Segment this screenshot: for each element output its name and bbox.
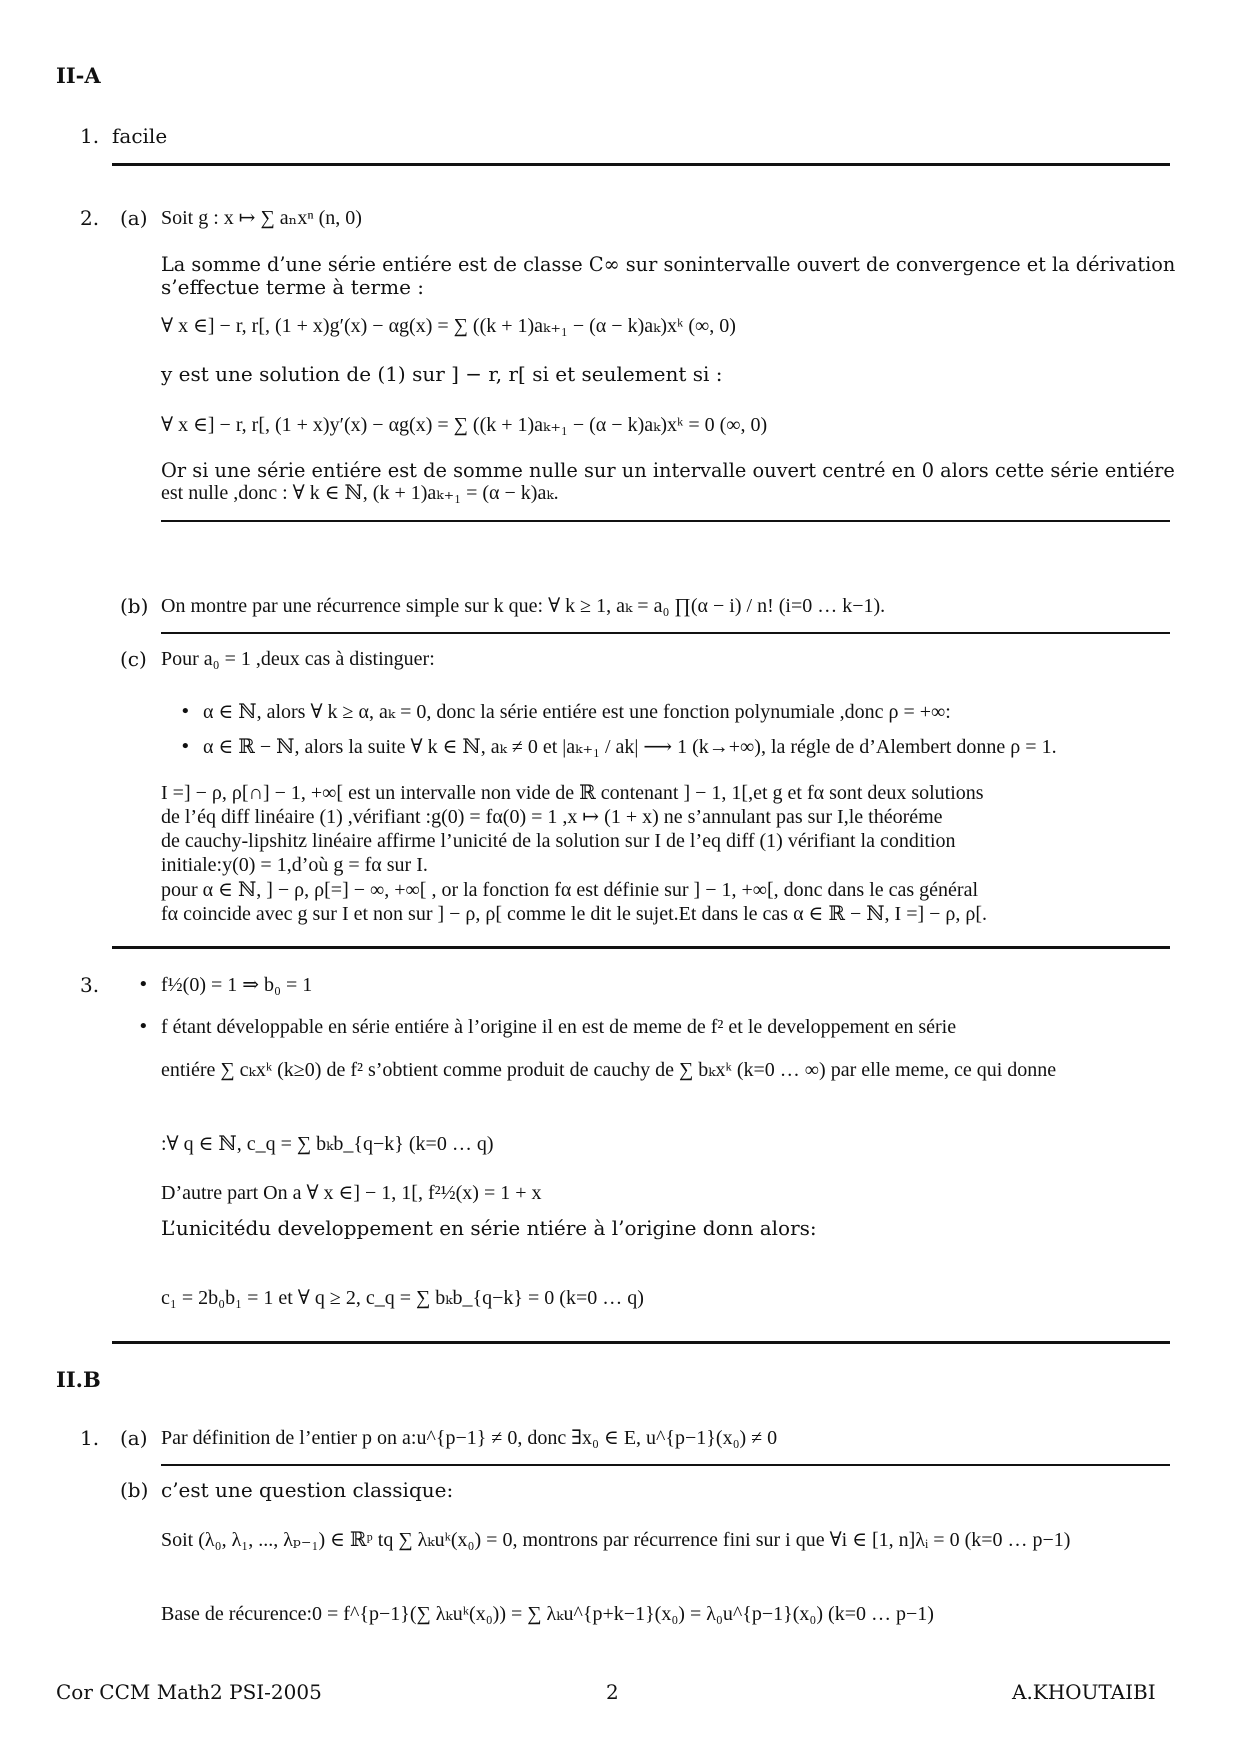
paragraph-line: c’est une question classique: [161, 1478, 454, 1502]
footer-right: A.KHOUTAIBI [1012, 1680, 1156, 1704]
divider [112, 163, 1170, 166]
formula-line: Soit g : x ↦ ∑ aₙxⁿ (n, 0) [161, 207, 362, 229]
paragraph-line: I =] − ρ, ρ[∩] − 1, +∞[ est un intervalle non vide de ℝ contenant ] − 1, 1[,et g et fα sont deux solutions [161, 782, 984, 804]
paragraph-line: initiale:y(0) = 1,d’où g = fα sur I. [161, 854, 428, 876]
paragraph-line: est nulle ,donc : ∀ k ∈ ℕ, (k + 1)aₖ₊₁ = (α − k)aₖ. [161, 482, 559, 504]
paragraph-line: Pour a₀ = 1 ,deux cas à distinguer: [161, 648, 435, 670]
divider [161, 632, 1170, 634]
bullet-icon: • [180, 701, 191, 722]
divider [112, 1341, 1170, 1344]
footer-left: Cor CCM Math2 PSI-2005 [56, 1680, 322, 1704]
paragraph-line: La somme d’une série entiére est de classe C∞ sur sonintervalle ouvert de convergence et la dérivation [161, 252, 1176, 276]
paragraph-line: Par définition de l’entier p on a:u^{p−1} ≠ 0, donc ∃x₀ ∈ E, u^{p−1}(x₀) ≠ 0 [161, 1427, 778, 1449]
bullet-icon: • [180, 736, 191, 757]
subquestion-label: (a) [120, 1426, 148, 1450]
divider [161, 520, 1170, 522]
bullet-icon: • [138, 1016, 149, 1037]
paragraph-line: y est une solution de (1) sur ] − r, r[ si et seulement si : [161, 362, 723, 386]
bullet-text: f étant développable en série entiére à l’origine il en est de meme de f² et le developpement en série [161, 1016, 957, 1038]
paragraph-line: pour α ∈ ℕ, ] − ρ, ρ[=] − ∞, +∞[ , or la fonction fα est définie sur ] − 1, +∞[, donc dans le cas général [161, 879, 979, 901]
formula-line: On montre par une récurrence simple sur k que: ∀ k ≥ 1, aₖ = a₀ ∏(α − i) / n! (i=0 … k−1). [161, 595, 886, 617]
formula-line: Soit (λ₀, λ₁, ..., λₚ₋₁) ∈ ℝᵖ tq ∑ λₖuᵏ(x₀) = 0, montrons par récurrence fini sur i que ∀i ∈ [1, n]λᵢ = 0 (k=0 … p−1) [161, 1529, 1071, 1551]
paragraph-line: de l’éq diff linéaire (1) ,vérifiant :g(0) = fα(0) = 1 ,x ↦ (1 + x) ne s’annulant pas sur I,le théoréme [161, 806, 943, 828]
paragraph-line: de cauchy-lipshitz linéaire affirme l’unicité de la solution sur I de l’eq diff (1) vérifiant la condition [161, 830, 956, 852]
divider [112, 946, 1170, 949]
bullet-text: f½(0) = 1 ⇒ b₀ = 1 [161, 974, 313, 996]
paragraph-line: fα coincide avec g sur I et non sur ] − ρ, ρ[ comme le dit le sujet.Et dans le cas α ∈ ℝ − ℕ, I =] − ρ, ρ[. [161, 903, 988, 925]
bullet-text: :∀ q ∈ ℕ, c_q = ∑ bₖb_{q−k} (k=0 … q) [161, 1133, 494, 1155]
paragraph-line: Or si une série entiére est de somme nulle sur un intervalle ouvert centré en 0 alors cette série entiére [161, 458, 1175, 482]
formula-line: c₁ = 2b₀b₁ = 1 et ∀ q ≥ 2, c_q = ∑ bₖb_{q−k} = 0 (k=0 … q) [161, 1287, 644, 1309]
bullet-icon: • [138, 974, 149, 995]
subquestion-label: (b) [120, 594, 149, 618]
bullet-text: α ∈ ℝ − ℕ, alors la suite ∀ k ∈ ℕ, aₖ ≠ 0 et |aₖ₊₁ / ak| ⟶ 1 (k→+∞), la régle de d’Alembert donne ρ = 1. [203, 736, 1057, 758]
question-number: 3. [80, 973, 100, 997]
question-number: 2. [80, 206, 100, 230]
question-number: 1. [80, 124, 100, 148]
formula-line: Base de récurence:0 = f^{p−1}(∑ λₖuᵏ(x₀)) = ∑ λₖu^{p+k−1}(x₀) = λ₀u^{p−1}(x₀) (k=0 … p−1) [161, 1603, 934, 1625]
paragraph-line: s’effectue terme à terme : [161, 275, 425, 299]
page-number: 2 [606, 1680, 619, 1704]
section-title-IIB: II.B [56, 1367, 101, 1392]
question-text: facile [112, 124, 168, 148]
bullet-text: entiére ∑ cₖxᵏ (k≥0) de f² s’obtient comme produit de cauchy de ∑ bₖxᵏ (k=0 … ∞) par elle meme, ce qui donne [161, 1059, 1057, 1081]
subquestion-label: (b) [120, 1478, 149, 1502]
subquestion-label: (a) [120, 206, 148, 230]
question-number: 1. [80, 1426, 100, 1450]
paragraph-line: L’unicitédu developpement en série ntiére à l’origine donn alors: [161, 1216, 817, 1240]
formula-line: ∀ x ∈] − r, r[, (1 + x)g′(x) − αg(x) = ∑ ((k + 1)aₖ₊₁ − (α − k)aₖ)xᵏ (∞, 0) [161, 315, 736, 337]
section-title-IIA: II-A [56, 63, 101, 88]
bullet-text: α ∈ ℕ, alors ∀ k ≥ α, aₖ = 0, donc la série entiére est une fonction polynumiale ,donc ρ = +∞: [203, 701, 951, 723]
paragraph-line: D’autre part On a ∀ x ∈] − 1, 1[, f²½(x) = 1 + x [161, 1182, 542, 1204]
divider [161, 1464, 1170, 1466]
subquestion-label: (c) [120, 647, 147, 671]
formula-line: ∀ x ∈] − r, r[, (1 + x)y′(x) − αg(x) = ∑ ((k + 1)aₖ₊₁ − (α − k)aₖ)xᵏ = 0 (∞, 0) [161, 414, 768, 436]
